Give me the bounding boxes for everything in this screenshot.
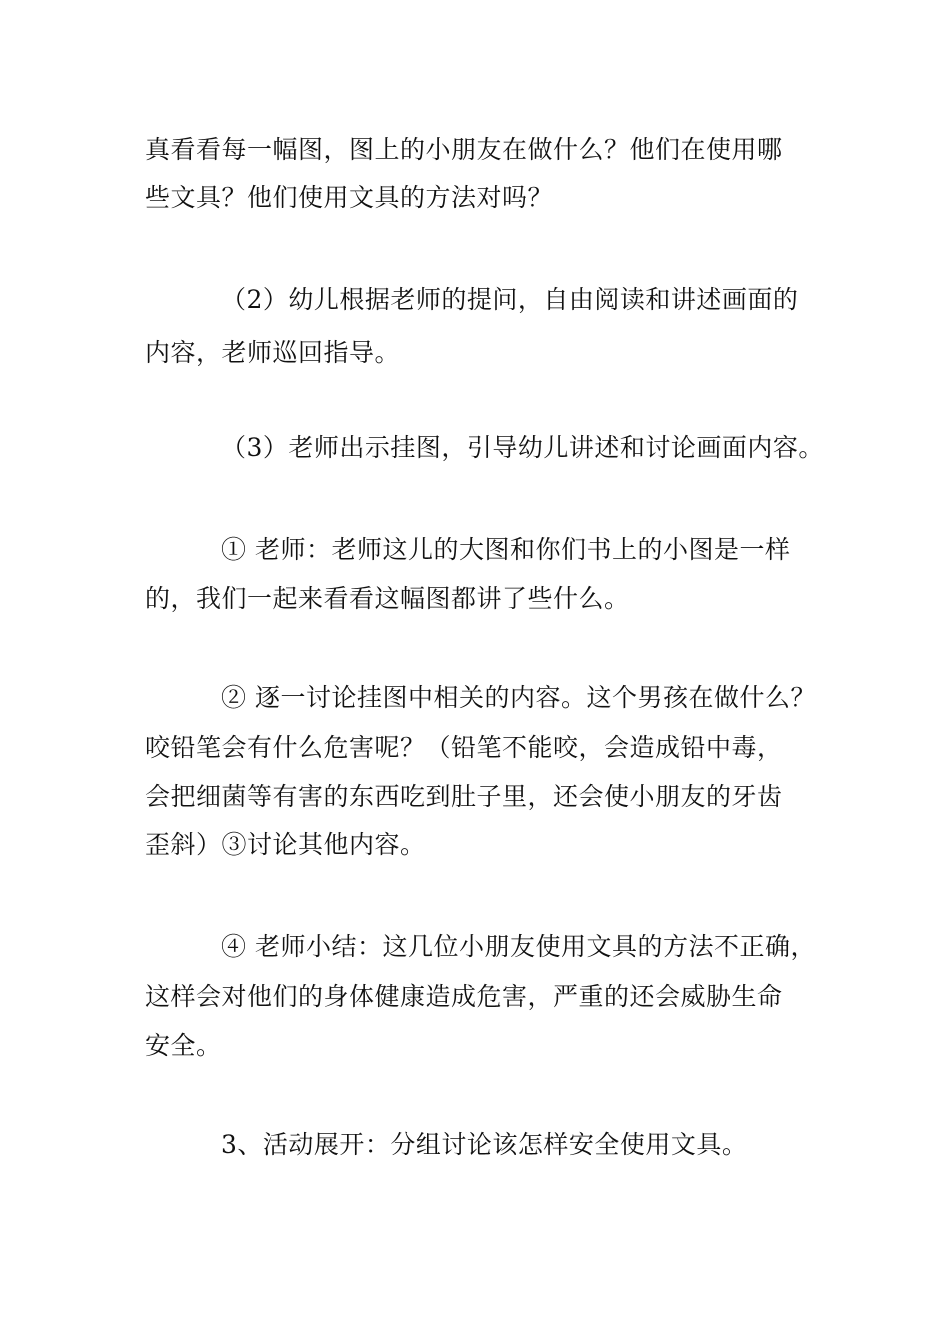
text-line: 3、活动展开：分组讨论该怎样安全使用文具。 [221,1130,748,1159]
text-line: 这样会对他们的身体健康造成危害，严重的还会威胁生命 [145,982,783,1011]
text-line: ④ 老师小结：这几位小朋友使用文具的方法不正确， [221,932,816,961]
text-line: 些文具？他们使用文具的方法对吗？ [145,183,554,212]
text-line: （3）老师出示挂图，引导幼儿讲述和讨论画面内容。 [221,433,824,462]
text-line: 会把细菌等有害的东西吃到肚子里，还会使小朋友的牙齿 [145,782,783,811]
text-line: 安全。 [145,1031,222,1060]
text-line: 咬铅笔会有什么危害呢？（铅笔不能咬，会造成铅中毒， [145,733,783,762]
text-line: （2）幼儿根据老师的提问，自由阅读和讲述画面的 [221,285,799,314]
text-line: 的，我们一起来看看这幅图都讲了些什么。 [145,584,630,613]
text-line: 歪斜）③讨论其他内容。 [145,830,426,859]
text-line: ① 老师：老师这儿的大图和你们书上的小图是一样 [221,535,791,564]
text-line: ② 逐一讨论挂图中相关的内容。这个男孩在做什么？ [221,683,816,712]
text-line: 内容，老师巡回指导。 [145,338,401,367]
text-line: 真看看每一幅图，图上的小朋友在做什么？他们在使用哪 [145,135,783,164]
